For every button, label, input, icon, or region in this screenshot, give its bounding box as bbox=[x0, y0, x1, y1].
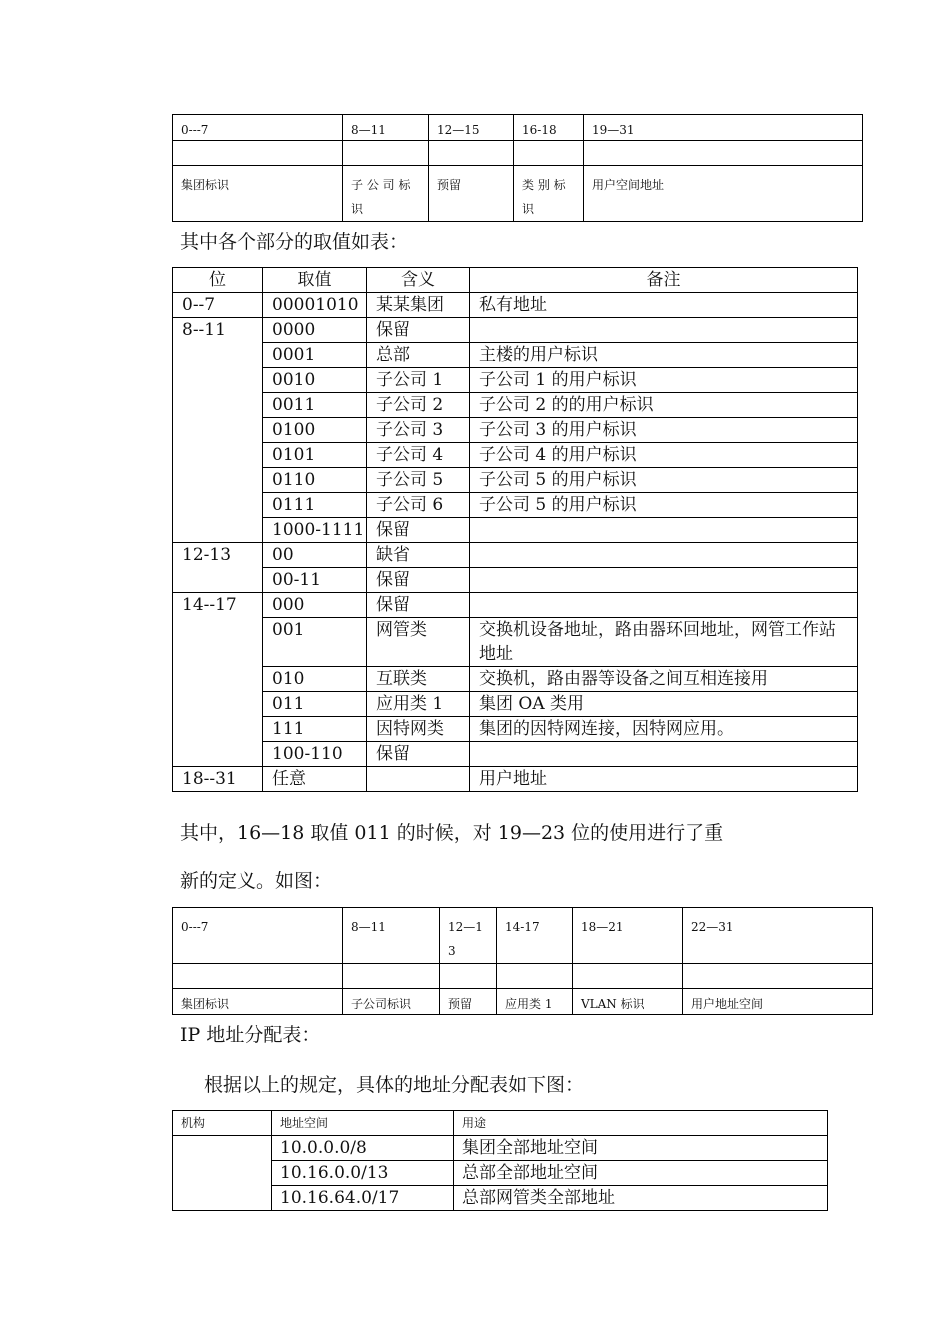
bitfield-table-1 bbox=[172, 114, 863, 222]
field-label: 预留 bbox=[440, 989, 497, 1015]
address-space-cell: 10.0.0.0/8 bbox=[272, 1136, 454, 1161]
value-cell: 010 bbox=[263, 667, 367, 692]
field-label: 用户地址空间 bbox=[683, 989, 873, 1015]
values-table bbox=[172, 267, 858, 792]
bitfield-table-2 bbox=[172, 907, 873, 1015]
note-cell bbox=[470, 742, 858, 767]
table-row bbox=[173, 443, 858, 468]
table-row bbox=[173, 742, 858, 767]
bit-boxes bbox=[173, 964, 343, 989]
meaning-cell bbox=[367, 767, 470, 792]
value-cell: 0001 bbox=[263, 343, 367, 368]
section-heading-ip-allocation: IP 地址分配表： bbox=[180, 1024, 321, 1046]
meaning-cell: 互联类 bbox=[367, 667, 470, 692]
table-row bbox=[173, 618, 858, 667]
bit-position-cell: 0--7 bbox=[173, 293, 263, 318]
value-cell: 0101 bbox=[263, 443, 367, 468]
meaning-cell: 保留 bbox=[367, 568, 470, 593]
field-label: 子 公 司 标 识 bbox=[343, 166, 429, 222]
value-cell: 00001010 bbox=[263, 293, 367, 318]
value-cell: 100-110 bbox=[263, 742, 367, 767]
meaning-cell: 子公司 1 bbox=[367, 368, 470, 393]
allocation-table bbox=[172, 1110, 828, 1211]
note-cell: 用户地址 bbox=[470, 767, 858, 792]
paragraph-intro: 其中各个部分的取值如表： bbox=[180, 231, 409, 253]
meaning-cell: 保留 bbox=[367, 742, 470, 767]
value-cell: 0110 bbox=[263, 468, 367, 493]
value-cell: 任意 bbox=[263, 767, 367, 792]
range-cell: 12—1 3 bbox=[440, 908, 497, 964]
bit-boxes bbox=[497, 964, 573, 989]
meaning-cell: 子公司 6 bbox=[367, 493, 470, 518]
table-row bbox=[173, 543, 858, 568]
meaning-cell: 子公司 5 bbox=[367, 468, 470, 493]
range-cell: 18—21 bbox=[573, 908, 683, 964]
note-cell: 子公司 2 的的用户标识 bbox=[470, 393, 858, 418]
bit-boxes bbox=[343, 141, 429, 166]
address-space-cell: 10.16.64.0/17 bbox=[272, 1186, 454, 1211]
meaning-cell: 某某集团 bbox=[367, 293, 470, 318]
meaning-cell: 子公司 4 bbox=[367, 443, 470, 468]
field-label: 类 别 标 识 bbox=[514, 166, 584, 222]
table-row bbox=[173, 667, 858, 692]
field-label: 集团标识 bbox=[173, 166, 343, 222]
paragraph-redefine-line1: 其中，16—18 取值 011 的时候，对 19—23 位的使用进行了重 bbox=[180, 822, 724, 844]
value-cell: 0111 bbox=[263, 493, 367, 518]
paragraph-allocation-intro: 根据以上的规定，具体的地址分配表如下图： bbox=[204, 1074, 585, 1096]
table-row bbox=[173, 468, 858, 493]
bit-boxes bbox=[573, 964, 683, 989]
usage-cell: 集团全部地址空间 bbox=[454, 1136, 828, 1161]
value-cell: 0000 bbox=[263, 318, 367, 343]
table-row bbox=[173, 717, 858, 742]
field-label: VLAN 标识 bbox=[573, 989, 683, 1015]
header-cell: 备注 bbox=[470, 268, 858, 293]
bit-boxes bbox=[429, 141, 514, 166]
meaning-cell: 因特网类 bbox=[367, 717, 470, 742]
field-label: 子公司标识 bbox=[343, 989, 440, 1015]
meaning-cell: 子公司 2 bbox=[367, 393, 470, 418]
note-cell: 主楼的用户标识 bbox=[470, 343, 858, 368]
value-cell: 111 bbox=[263, 717, 367, 742]
bit-position-cell: 18--31 bbox=[173, 767, 263, 792]
address-space-cell: 10.16.0.0/13 bbox=[272, 1161, 454, 1186]
range-cell: 19—31 bbox=[584, 115, 863, 141]
bit-boxes bbox=[514, 141, 584, 166]
table-row bbox=[173, 593, 858, 618]
usage-cell: 总部网管类全部地址 bbox=[454, 1186, 828, 1211]
note-cell bbox=[470, 318, 858, 343]
table-row bbox=[173, 692, 858, 717]
table-row bbox=[173, 368, 858, 393]
range-cell: 0---7 bbox=[173, 908, 343, 964]
value-cell: 0100 bbox=[263, 418, 367, 443]
value-cell: 0011 bbox=[263, 393, 367, 418]
note-cell bbox=[470, 543, 858, 568]
meaning-cell: 总部 bbox=[367, 343, 470, 368]
range-cell: 8—11 bbox=[343, 115, 429, 141]
range-cell: 12—15 bbox=[429, 115, 514, 141]
table-row bbox=[173, 493, 858, 518]
note-cell bbox=[470, 568, 858, 593]
value-cell: 00-11 bbox=[263, 568, 367, 593]
value-cell: 1000-1111 bbox=[263, 518, 367, 543]
value-cell: 00 bbox=[263, 543, 367, 568]
bit-boxes bbox=[173, 141, 343, 166]
table-row bbox=[173, 568, 858, 593]
meaning-cell: 保留 bbox=[367, 593, 470, 618]
note-cell: 子公司 3 的用户标识 bbox=[470, 418, 858, 443]
table-row bbox=[173, 318, 858, 343]
range-cell: 16-18 bbox=[514, 115, 584, 141]
bit-boxes bbox=[343, 964, 440, 989]
note-cell: 集团 OA 类用 bbox=[470, 692, 858, 717]
value-cell: 011 bbox=[263, 692, 367, 717]
meaning-cell: 应用类 1 bbox=[367, 692, 470, 717]
range-cell: 0---7 bbox=[173, 115, 343, 141]
note-cell: 子公司 1 的用户标识 bbox=[470, 368, 858, 393]
value-cell: 001 bbox=[263, 618, 367, 667]
note-cell: 交换机，路由器等设备之间互相连接用 bbox=[470, 667, 858, 692]
header-cell: 地址空间 bbox=[272, 1111, 454, 1136]
table-row bbox=[173, 293, 858, 318]
range-cell: 8—11 bbox=[343, 908, 440, 964]
bit-position-cell: 14--17 bbox=[173, 593, 263, 767]
meaning-cell: 子公司 3 bbox=[367, 418, 470, 443]
header-cell: 用途 bbox=[454, 1111, 828, 1136]
header-cell: 机构 bbox=[173, 1111, 272, 1136]
range-cell: 22—31 bbox=[683, 908, 873, 964]
bit-boxes bbox=[683, 964, 873, 989]
usage-cell: 总部全部地址空间 bbox=[454, 1161, 828, 1186]
value-cell: 000 bbox=[263, 593, 367, 618]
paragraph-redefine-line2: 新的定义。如图： bbox=[180, 870, 333, 892]
org-cell bbox=[173, 1136, 272, 1211]
note-cell: 子公司 4 的用户标识 bbox=[470, 443, 858, 468]
range-cell: 14-17 bbox=[497, 908, 573, 964]
note-cell bbox=[470, 518, 858, 543]
note-cell: 私有地址 bbox=[470, 293, 858, 318]
note-cell: 集团的因特网连接，因特网应用。 bbox=[470, 717, 858, 742]
table-row bbox=[173, 418, 858, 443]
meaning-cell: 保留 bbox=[367, 518, 470, 543]
value-cell: 0010 bbox=[263, 368, 367, 393]
meaning-cell: 保留 bbox=[367, 318, 470, 343]
table-row bbox=[173, 343, 858, 368]
table-row bbox=[173, 767, 858, 792]
header-cell: 含义 bbox=[367, 268, 470, 293]
meaning-cell: 网管类 bbox=[367, 618, 470, 667]
bit-position-cell: 12-13 bbox=[173, 543, 263, 593]
header-cell: 取值 bbox=[263, 268, 367, 293]
note-cell: 子公司 5 的用户标识 bbox=[470, 468, 858, 493]
table-row bbox=[173, 518, 858, 543]
note-cell bbox=[470, 593, 858, 618]
header-cell: 位 bbox=[173, 268, 263, 293]
field-label: 应用类 1 bbox=[497, 989, 573, 1015]
bit-boxes bbox=[584, 141, 863, 166]
table-row bbox=[173, 393, 858, 418]
note-cell: 交换机设备地址，路由器环回地址，网管工作站地址 bbox=[470, 618, 858, 667]
bit-boxes bbox=[440, 964, 497, 989]
field-label: 用户空间地址 bbox=[584, 166, 863, 222]
meaning-cell: 缺省 bbox=[367, 543, 470, 568]
field-label: 预留 bbox=[429, 166, 514, 222]
field-label: 集团标识 bbox=[173, 989, 343, 1015]
note-cell: 子公司 5 的用户标识 bbox=[470, 493, 858, 518]
bit-position-cell: 8--11 bbox=[173, 318, 263, 543]
